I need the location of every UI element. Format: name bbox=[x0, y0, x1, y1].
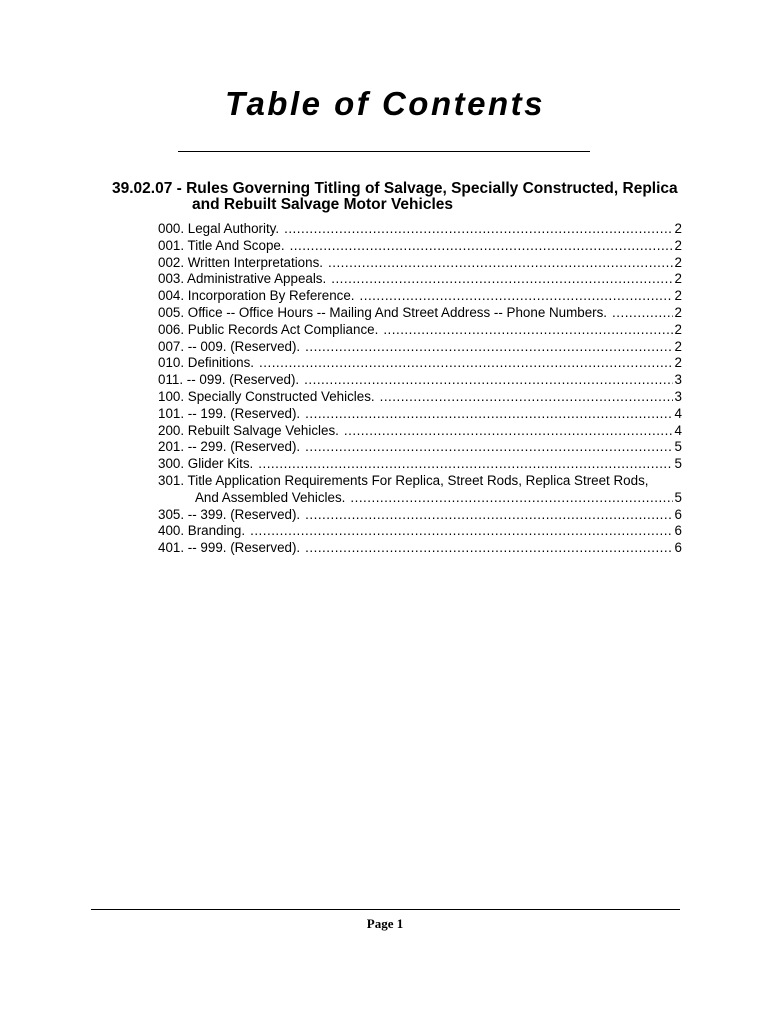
toc-entry-page: 6 bbox=[674, 540, 682, 556]
toc-entry-page: 5 bbox=[674, 489, 682, 505]
dot-leader bbox=[290, 238, 673, 255]
chapter-heading-line-2: and Rebuilt Salvage Motor Vehicles bbox=[192, 196, 453, 213]
toc-entry-page: 2 bbox=[674, 304, 682, 320]
page-number: Page 1 bbox=[366, 916, 404, 931]
dot-leader bbox=[305, 507, 672, 524]
toc-entry-label: 000. Legal Authority. bbox=[158, 221, 280, 236]
chapter-heading-line-1: 39.02.07 - Rules Governing Titling of Salvage, Specially Constructed, Replica bbox=[112, 180, 678, 197]
dot-leader bbox=[258, 456, 672, 473]
toc-entry-label: 401. -- 999. (Reserved). bbox=[158, 540, 301, 556]
dot-leader bbox=[380, 389, 673, 406]
toc-entry-label: 101. -- 199. (Reserved). bbox=[158, 405, 301, 421]
dot-leader bbox=[612, 305, 673, 322]
toc-entry-label: 200. Rebuilt Salvage Vehicles. bbox=[158, 422, 339, 438]
toc-entry-label: 201. -- 299. (Reserved). bbox=[158, 439, 301, 455]
dot-leader bbox=[344, 423, 673, 440]
toc-entry-page: 2 bbox=[674, 355, 682, 371]
dot-leader bbox=[305, 439, 672, 456]
toc-entry[interactable] bbox=[158, 271, 682, 288]
toc-entry-label: 300. Glider Kits. bbox=[158, 456, 254, 472]
toc-entry-page: 6 bbox=[674, 523, 682, 539]
dot-leader bbox=[328, 255, 673, 272]
toc-entry-label: 002. Written Interpretations. bbox=[158, 254, 323, 270]
toc-entry[interactable] bbox=[158, 523, 682, 540]
toc-entry[interactable] bbox=[158, 406, 682, 423]
dot-leader bbox=[304, 372, 672, 389]
toc-entry[interactable] bbox=[158, 255, 682, 272]
title-divider bbox=[178, 151, 590, 152]
dot-leader bbox=[259, 355, 673, 372]
toc-entry-page: 2 bbox=[674, 338, 682, 354]
toc-entry-label: 400. Branding. bbox=[158, 523, 246, 539]
toc-entry-label: 001. Title And Scope. bbox=[158, 237, 285, 253]
toc-entry-page: 5 bbox=[674, 439, 682, 455]
dot-leader bbox=[331, 271, 672, 288]
toc-entry-label-continued: And Assembled Vehicles. bbox=[195, 489, 346, 505]
toc-entry[interactable] bbox=[158, 456, 682, 473]
toc-entry[interactable] bbox=[158, 339, 682, 356]
toc-entry-label: 010. Definitions. bbox=[158, 355, 255, 371]
toc-entry-page: 2 bbox=[674, 271, 682, 287]
toc-list bbox=[158, 221, 682, 557]
toc-entry[interactable] bbox=[158, 288, 682, 305]
page-title: Table of Contents bbox=[225, 85, 545, 122]
dot-leader bbox=[250, 523, 672, 540]
toc-entry-label: 006. Public Records Act Compliance. bbox=[158, 321, 379, 337]
dot-leader bbox=[284, 221, 672, 238]
toc-entry-page: 2 bbox=[674, 237, 682, 253]
toc-entry-page: 2 bbox=[674, 221, 682, 236]
toc-entry-label: 003. Administrative Appeals. bbox=[158, 271, 327, 287]
toc-entry-label: 301. Title Application Requirements For Replica, Street Rods, Replica Street Rods, bbox=[158, 472, 649, 488]
dot-leader bbox=[383, 322, 672, 339]
toc-entry[interactable] bbox=[158, 221, 682, 238]
chapter-heading bbox=[112, 181, 682, 213]
toc-entry[interactable] bbox=[158, 507, 682, 524]
toc-entry[interactable] bbox=[158, 305, 682, 322]
footer-divider bbox=[91, 909, 680, 910]
toc-entry[interactable] bbox=[158, 238, 682, 255]
toc-entry[interactable] bbox=[158, 423, 682, 440]
toc-entry[interactable] bbox=[158, 389, 682, 406]
toc-entry-page: 2 bbox=[674, 254, 682, 270]
dot-leader bbox=[350, 490, 672, 507]
toc-entry-label: 305. -- 399. (Reserved). bbox=[158, 506, 301, 522]
toc-entry[interactable] bbox=[158, 540, 682, 557]
toc-entry-label: 007. -- 009. (Reserved). bbox=[158, 338, 301, 354]
toc-entry-label: 011. -- 099. (Reserved). bbox=[158, 372, 300, 388]
dot-leader bbox=[305, 540, 672, 557]
toc-entry-page: 4 bbox=[674, 422, 682, 438]
dot-leader bbox=[305, 339, 672, 356]
toc-entry[interactable] bbox=[158, 439, 682, 456]
toc-entry[interactable] bbox=[158, 473, 682, 507]
toc-entry-page: 5 bbox=[674, 456, 682, 472]
toc-entry-label: 004. Incorporation By Reference. bbox=[158, 288, 355, 304]
toc-entry-label: 100. Specially Constructed Vehicles. bbox=[158, 388, 375, 404]
toc-entry-page: 6 bbox=[674, 506, 682, 522]
toc-entry-page: 2 bbox=[674, 321, 682, 337]
dot-leader bbox=[360, 288, 673, 305]
toc-entry-page: 3 bbox=[674, 388, 682, 404]
toc-entry[interactable] bbox=[158, 355, 682, 372]
toc-entry-page: 3 bbox=[674, 372, 682, 388]
toc-entry[interactable] bbox=[158, 372, 682, 389]
toc-entry-page: 2 bbox=[674, 288, 682, 304]
toc-entry-label: 005. Office -- Office Hours -- Mailing And Street Address -- Phone Numbers. bbox=[158, 304, 608, 320]
dot-leader bbox=[305, 406, 672, 423]
toc-entry-page: 4 bbox=[674, 405, 682, 421]
toc-entry[interactable] bbox=[158, 322, 682, 339]
